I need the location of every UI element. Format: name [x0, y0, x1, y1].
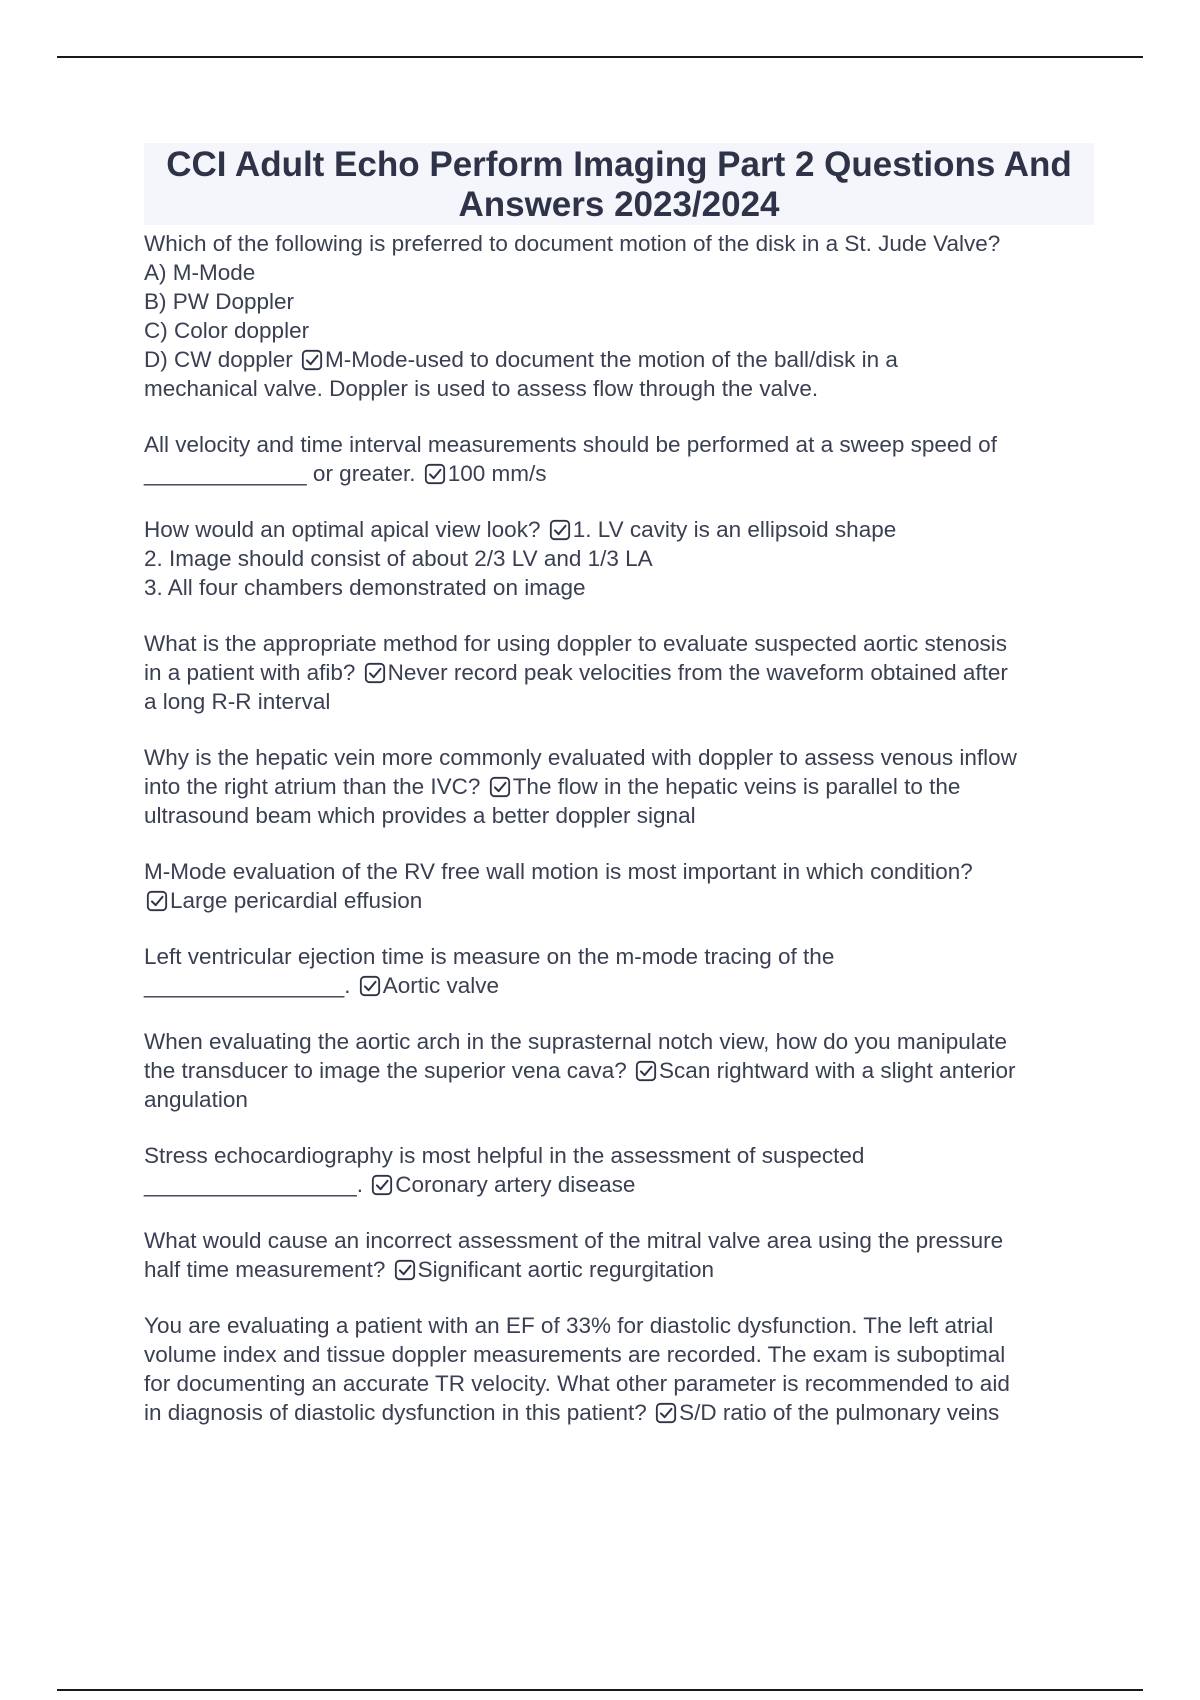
answer-text: S/D ratio of the pulmonary veins — [679, 1400, 1000, 1425]
checkbox-check-icon — [359, 975, 381, 997]
qa-item — [144, 430, 1094, 488]
question-text: into the right atrium than the IVC? — [144, 774, 487, 799]
question-text: in a patient with afib? — [144, 660, 362, 685]
answer-text: Never record peak velocities from the waveform obtained after — [387, 660, 1008, 685]
question-text: Which of the following is preferred to document motion of the disk in a St. Jude Valve? — [144, 231, 1001, 256]
question-text: volume index and tissue doppler measurements are recorded. The exam is suboptimal — [144, 1342, 1006, 1367]
question-text: half time measurement? — [144, 1257, 392, 1282]
checkbox-check-icon — [364, 662, 386, 684]
option-d: D) CW doppler — [144, 347, 300, 372]
title-line-2: Answers 2023/2024 — [458, 185, 780, 224]
question-text: _________________. — [144, 1172, 370, 1197]
qa-item — [144, 942, 1094, 1000]
answer-text: 3. All four chambers demonstrated on image — [144, 575, 586, 600]
answer-text: mechanical valve. Doppler is used to assess flow through the valve. — [144, 376, 819, 401]
qa-item — [144, 743, 1094, 830]
answer-text: Scan rightward with a slight anterior — [659, 1058, 1016, 1083]
top-rule — [57, 56, 1143, 58]
checkbox-check-icon — [549, 519, 571, 541]
question-text: What would cause an incorrect assessment of the mitral valve area using the pressure — [144, 1228, 1004, 1253]
document-title — [144, 143, 1094, 225]
qa-item — [144, 1141, 1094, 1199]
checkbox-check-icon — [394, 1259, 416, 1281]
question-text: When evaluating the aortic arch in the suprasternal notch view, how do you manipulate — [144, 1029, 1008, 1054]
qa-item — [144, 1311, 1094, 1427]
question-text: Stress echocardiography is most helpful in the assessment of suspected — [144, 1143, 865, 1168]
checkbox-check-icon — [489, 776, 511, 798]
checkbox-check-icon — [146, 890, 168, 912]
answer-text: angulation — [144, 1087, 248, 1112]
answer-text: Significant aortic regurgitation — [417, 1257, 715, 1282]
question-text: M-Mode evaluation of the RV free wall motion is most important in which condition? — [144, 859, 973, 884]
checkbox-check-icon — [424, 463, 446, 485]
document-body — [144, 143, 1094, 1454]
qa-item — [144, 629, 1094, 716]
question-text: You are evaluating a patient with an EF of 33% for diastolic dysfunction. The left atrial — [144, 1313, 994, 1338]
answer-text: ultrasound beam which provides a better doppler signal — [144, 803, 696, 828]
answer-text: 2. Image should consist of about 2/3 LV and 1/3 LA — [144, 546, 653, 571]
answer-text: a long R-R interval — [144, 689, 331, 714]
qa-item — [144, 229, 1094, 403]
answer-text: M-Mode-used to document the motion of the ball/disk in a — [325, 347, 898, 372]
answer-text: Coronary artery disease — [395, 1172, 636, 1197]
checkbox-check-icon — [301, 349, 323, 371]
option-c: C) Color doppler — [144, 318, 310, 343]
checkbox-check-icon — [635, 1060, 657, 1082]
answer-text: 100 mm/s — [447, 461, 547, 486]
qa-item — [144, 515, 1094, 602]
qa-item — [144, 1226, 1094, 1284]
question-text: for documenting an accurate TR velocity. What other parameter is recommended to aid — [144, 1371, 1010, 1396]
answer-text: The flow in the hepatic veins is parallel to the — [512, 774, 961, 799]
question-text: How would an optimal apical view look? — [144, 517, 547, 542]
checkbox-check-icon — [371, 1174, 393, 1196]
question-text: What is the appropriate method for using doppler to evaluate suspected aortic stenosis — [144, 631, 1007, 656]
title-line-1: CCI Adult Echo Perform Imaging Part 2 Questions And — [166, 145, 1072, 184]
question-text: All velocity and time interval measurements should be performed at a sweep speed of — [144, 432, 997, 457]
question-text: ________________. — [144, 973, 357, 998]
checkbox-check-icon — [655, 1402, 677, 1424]
question-text: _____________ or greater. — [144, 461, 422, 486]
question-text: Left ventricular ejection time is measure on the m-mode tracing of the — [144, 944, 835, 969]
question-text: the transducer to image the superior vena cava? — [144, 1058, 634, 1083]
qa-item — [144, 857, 1094, 915]
answer-text: Aortic valve — [382, 973, 500, 998]
bottom-rule — [57, 1689, 1143, 1691]
question-text: Why is the hepatic vein more commonly evaluated with doppler to assess venous inflow — [144, 745, 1017, 770]
qa-item — [144, 1027, 1094, 1114]
answer-text: Large pericardial effusion — [170, 888, 423, 913]
question-text: in diagnosis of diastolic dysfunction in this patient? — [144, 1400, 654, 1425]
option-a: A) M-Mode — [144, 260, 256, 285]
answer-text: 1. LV cavity is an ellipsoid shape — [572, 517, 897, 542]
option-b: B) PW Doppler — [144, 289, 295, 314]
